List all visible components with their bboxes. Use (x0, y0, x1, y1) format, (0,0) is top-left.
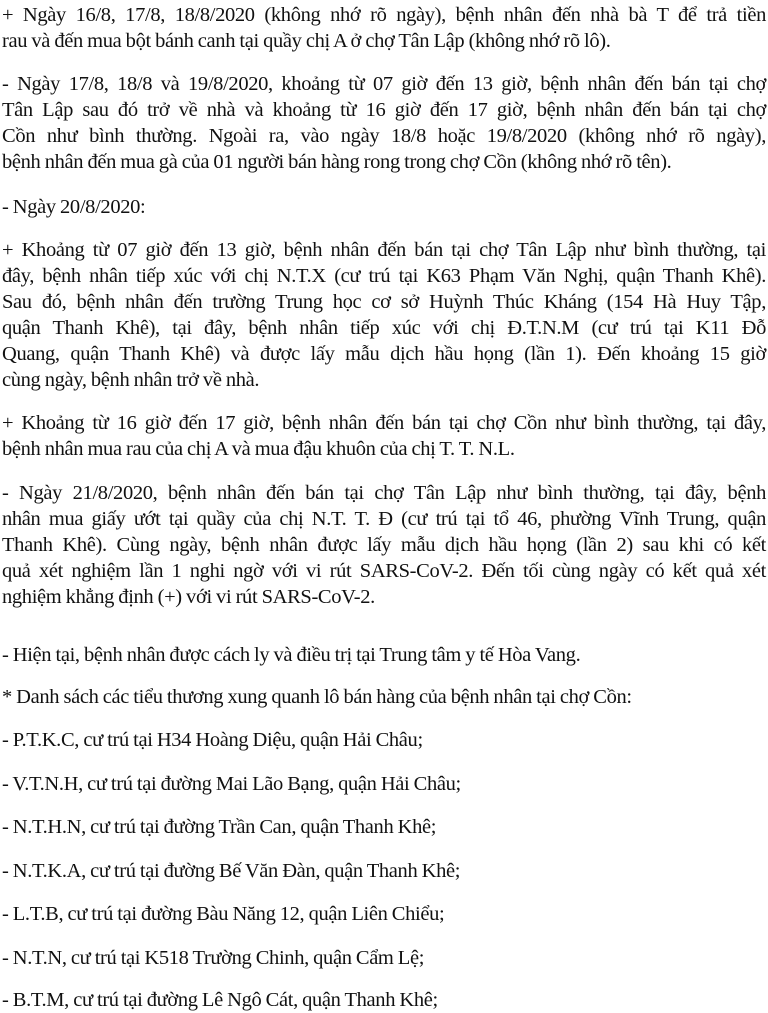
text-line: quả xét nghiệm lần 1 nghi ngờ với vi rút SARS-CoV-2. Đến tối cùng ngày có kết quả xét (2, 560, 766, 582)
vendor-list-item: - N.T.N, cư trú tại K518 Trường Chinh, quận Cẩm Lệ; (2, 947, 425, 969)
paragraph-21-aug (2, 480, 766, 610)
paragraph-17-19-aug (2, 71, 766, 175)
text-line: - Ngày 20/8/2020: (2, 196, 146, 218)
text-line: Cồn như bình thường. Ngoài ra, vào ngày 18/8 hoặc 19/8/2020 (không nhớ rõ ngày), (2, 125, 766, 147)
text-line: * Danh sách các tiểu thương xung quanh lô bán hàng của bệnh nhân tại chợ Cồn: (2, 686, 632, 708)
text-line: Thanh Khê). Cùng ngày, bệnh nhân được lấy mẫu dịch hầu họng (lần 2) sau khi có kết (2, 534, 766, 556)
paragraph-current-status (2, 642, 766, 668)
text-line: bệnh nhân mua rau của chị A và mua đậu khuôn của chị T. T. N.L. (2, 438, 515, 460)
paragraph-20-aug-afternoon (2, 410, 766, 462)
paragraph-heading-20-aug (2, 194, 766, 220)
text-line: - Ngày 17/8, 18/8 và 19/8/2020, khoảng từ 07 giờ đến 13 giờ, bệnh nhân đến bán tại chợ (2, 73, 766, 95)
vendor-list-item: - B.T.M, cư trú tại đường Lê Ngô Cát, quận Thanh Khê; (2, 989, 438, 1011)
vendor-list-item: - N.T.K.A, cư trú tại đường Bế Văn Đàn, quận Thanh Khê; (2, 860, 461, 882)
paragraph-20-aug-morning (2, 237, 766, 393)
vendor-list-item: - P.T.K.C, cư trú tại H34 Hoàng Diệu, quận Hải Châu; (2, 729, 423, 751)
vendor-list-item: - N.T.H.N, cư trú tại đường Trần Can, quận Thanh Khê; (2, 816, 437, 838)
text-line: cùng ngày, bệnh nhân trở về nhà. (2, 369, 260, 391)
text-line: - Ngày 21/8/2020, bệnh nhân đến bán tại chợ Tân Lập như bình thường, tại đây, bệnh (2, 482, 766, 504)
text-line: Quang, quận Thanh Khê) và được lấy mẫu dịch hầu họng (lần 1). Đến khoảng 15 giờ (2, 343, 766, 365)
text-line: - Hiện tại, bệnh nhân được cách ly và điều trị tại Trung tâm y tế Hòa Vang. (2, 644, 581, 666)
text-line: Sau đó, bệnh nhân đến trường Trung học cơ sở Huỳnh Thúc Kháng (154 Hà Huy Tập, (2, 291, 766, 313)
paragraph-visit-16-18-aug (2, 2, 766, 54)
vendor-list-item: - L.T.B, cư trú tại đường Bàu Năng 12, quận Liên Chiểu; (2, 903, 445, 925)
text-line: nghiệm khẳng định (+) với vi rút SARS-CoV-2. (2, 586, 375, 608)
text-line: đây, bệnh nhân tiếp xúc với chị N.T.X (cư trú tại K63 Phạm Văn Nghị, quận Thanh Khê). (2, 265, 766, 287)
vendor-list-item: - V.T.N.H, cư trú tại đường Mai Lão Bạng, quận Hải Châu; (2, 773, 461, 795)
text-line: bệnh nhân đến mua gà của 01 người bán hàng rong trong chợ Cồn (không nhớ rõ tên). (2, 151, 672, 173)
text-line: quận Thanh Khê), tại đây, bệnh nhân tiếp xúc với chị Đ.T.N.M (cư trú tại K11 Đỗ (2, 317, 766, 339)
text-line: rau và đến mua bột bánh canh tại quầy chị A ở chợ Tân Lập (không nhớ rõ lô). (2, 30, 611, 52)
text-line: nhân mua giấy ướt tại quầy của chị N.T. T. Đ (cư trú tại tổ 46, phường Vĩnh Trung, quận (2, 508, 766, 530)
vendor-list-heading (2, 684, 766, 710)
text-line: + Khoảng từ 07 giờ đến 13 giờ, bệnh nhân đến bán tại chợ Tân Lập như bình thường, tại (2, 239, 766, 261)
text-line: + Khoảng từ 16 giờ đến 17 giờ, bệnh nhân đến bán tại chợ Cồn như bình thường, tại đây, (2, 412, 766, 434)
text-line: Tân Lập sau đó trở về nhà và khoảng từ 16 giờ đến 17 giờ, bệnh nhân đến bán tại chợ (2, 99, 766, 121)
text-line: + Ngày 16/8, 17/8, 18/8/2020 (không nhớ rõ ngày), bệnh nhân đến nhà bà T để trả tiền (2, 4, 766, 26)
